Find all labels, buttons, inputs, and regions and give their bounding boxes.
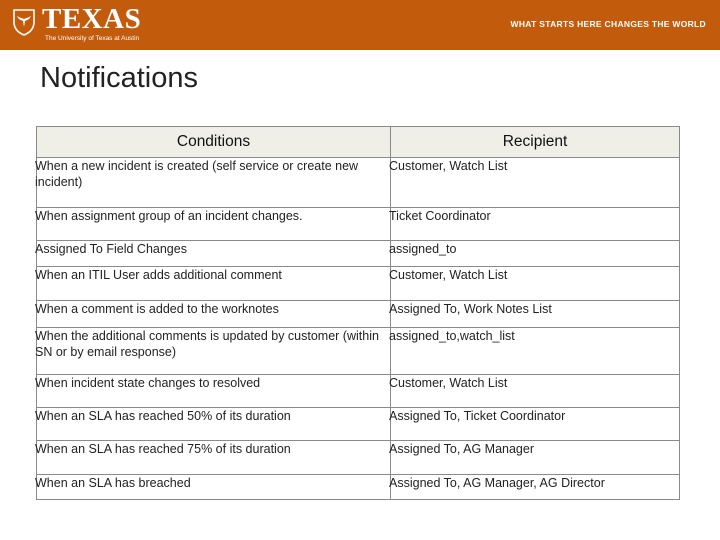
header-recipient: Recipient [391, 127, 680, 158]
recipient-cell: Assigned To, Work Notes List [391, 301, 680, 328]
notifications-table [36, 126, 680, 500]
table-row [37, 208, 680, 241]
recipient-cell: assigned_to,watch_list [391, 328, 680, 375]
tagline: WHAT STARTS HERE CHANGES THE WORLD [510, 19, 706, 29]
recipient-cell: Customer, Watch List [391, 267, 680, 301]
header-conditions: Conditions [37, 127, 391, 158]
logo-subtext: The University of Texas at Austin [45, 35, 140, 42]
recipient-cell: Customer, Watch List [391, 375, 680, 408]
table-row [37, 408, 680, 441]
table-row [37, 267, 680, 301]
condition-cell: When the additional comments is updated by customer (within SN or by email response) [37, 328, 391, 375]
condition-cell: When a new incident is created (self service or create new incident) [37, 158, 391, 208]
condition-cell: Assigned To Field Changes [37, 241, 391, 267]
table-row [37, 328, 680, 375]
recipient-cell: Assigned To, Ticket Coordinator [391, 408, 680, 441]
page-title: Notifications [40, 62, 198, 94]
condition-cell: When an SLA has breached [37, 475, 391, 500]
logo-wordmark: TEXAS [42, 3, 142, 35]
header-banner [0, 0, 720, 50]
condition-cell: When a comment is added to the worknotes [37, 301, 391, 328]
table-row [37, 475, 680, 500]
condition-cell: When an SLA has reached 50% of its duration [37, 408, 391, 441]
table-row [37, 301, 680, 328]
condition-cell: When assignment group of an incident changes. [37, 208, 391, 241]
table-row [37, 158, 680, 208]
longhorn-shield-icon [12, 8, 36, 36]
table-row [37, 441, 680, 475]
table-row [37, 375, 680, 408]
condition-cell: When an SLA has reached 75% of its duration [37, 441, 391, 475]
condition-cell: When incident state changes to resolved [37, 375, 391, 408]
recipient-cell: Assigned To, AG Manager, AG Director [391, 475, 680, 500]
condition-cell: When an ITIL User adds additional comment [37, 267, 391, 301]
table-header-row [37, 127, 680, 158]
recipient-cell: Assigned To, AG Manager [391, 441, 680, 475]
recipient-cell: assigned_to [391, 241, 680, 267]
recipient-cell: Customer, Watch List [391, 158, 680, 208]
recipient-cell: Ticket Coordinator [391, 208, 680, 241]
table-row [37, 241, 680, 267]
